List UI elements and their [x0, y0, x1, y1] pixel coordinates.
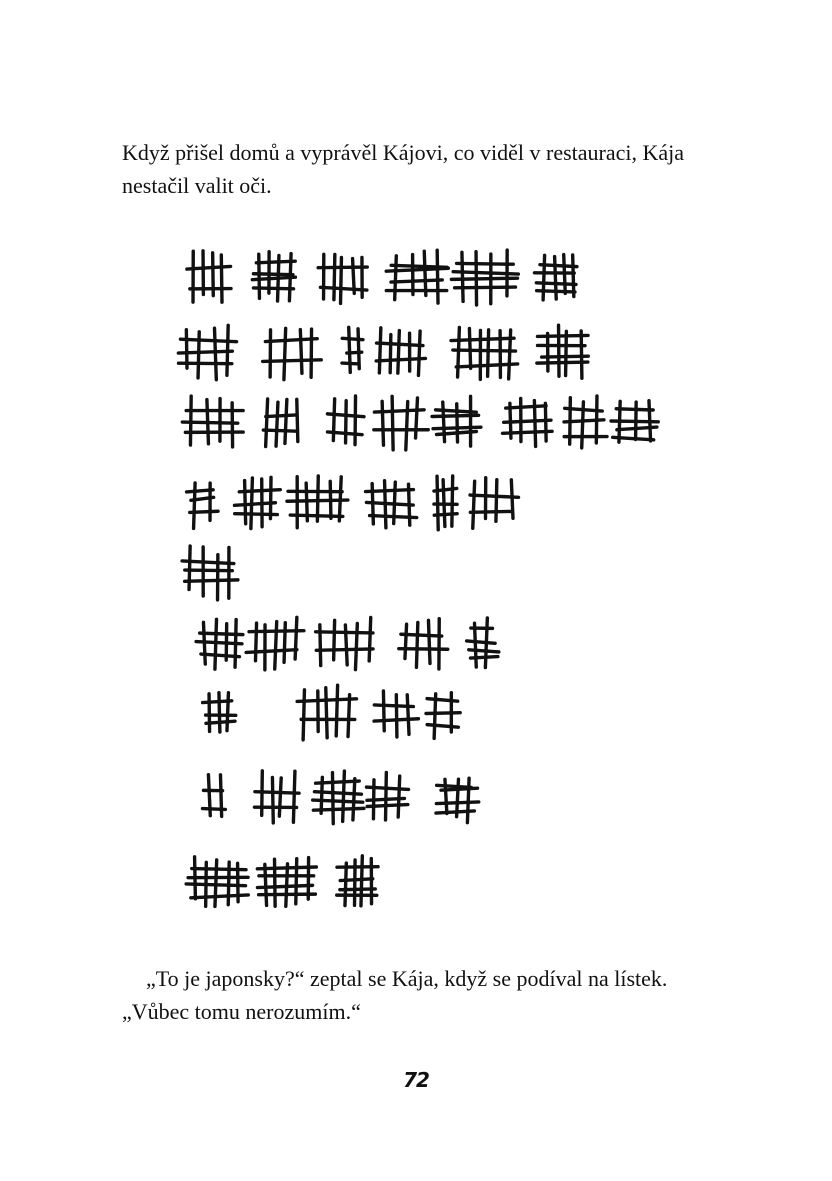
scribble-glyph [386, 250, 448, 303]
scribble-glyph [196, 619, 243, 669]
scribble-glyph [342, 327, 363, 372]
scribble-glyph [263, 399, 298, 447]
paragraph-dialogue: „To je japonsky?“ zeptal se Kája, když se podíval na lístek. „Vůbec tomu nerozumím.“ [122, 966, 668, 1024]
scribble-glyph [327, 396, 364, 445]
scribble-glyph [187, 483, 218, 528]
scribble-glyph [297, 685, 356, 740]
scribble-glyph [366, 481, 417, 528]
scribble-glyph [187, 251, 231, 302]
scribble-glyph [313, 771, 364, 824]
scribble-glyph [318, 254, 367, 303]
scribble-glyph [374, 691, 418, 737]
scribble-glyph [182, 396, 243, 447]
scribble-glyph [252, 252, 295, 301]
scribble-glyph [246, 617, 304, 669]
scribble-glyph [287, 476, 348, 528]
scribble-glyph [366, 772, 408, 820]
scribble-glyph [470, 478, 518, 529]
scribble-glyph [186, 857, 248, 907]
scribble-glyph [254, 771, 299, 823]
scribble-glyph [263, 328, 322, 379]
scribble-glyph [234, 477, 280, 528]
scribble-glyph [178, 325, 236, 379]
scribble-glyph [316, 617, 373, 669]
scribble-glyph [611, 401, 658, 442]
scribble-glyph [451, 250, 518, 305]
scribble-glyph [564, 396, 607, 448]
scribble-glyph [503, 398, 553, 446]
scribble-glyph [537, 325, 588, 378]
scribble-glyph [337, 856, 378, 906]
scribble-glyph [436, 778, 479, 823]
scribble-glyph [203, 693, 236, 732]
scribble-glyph [182, 546, 238, 600]
scribble-glyph [534, 255, 576, 300]
scribble-glyph [432, 396, 481, 446]
scribble-glyph [257, 858, 316, 907]
scribble-glyph [202, 775, 225, 817]
scribble-glyph [434, 476, 457, 530]
paragraph-intro: Když přišel domů a vyprávěl Kájovi, co viděl v restauraci, Kája nestačil valit oči. [122, 140, 685, 198]
scribble-glyph [426, 693, 460, 739]
handwritten-glyphs-illustration [170, 230, 670, 930]
scribble-glyph [451, 327, 518, 379]
scribble-glyph [374, 396, 428, 450]
scribble-glyph [376, 328, 425, 376]
page-number: 72 [403, 1068, 429, 1092]
scribble-glyph [467, 618, 499, 668]
scribble-glyph [399, 619, 448, 669]
